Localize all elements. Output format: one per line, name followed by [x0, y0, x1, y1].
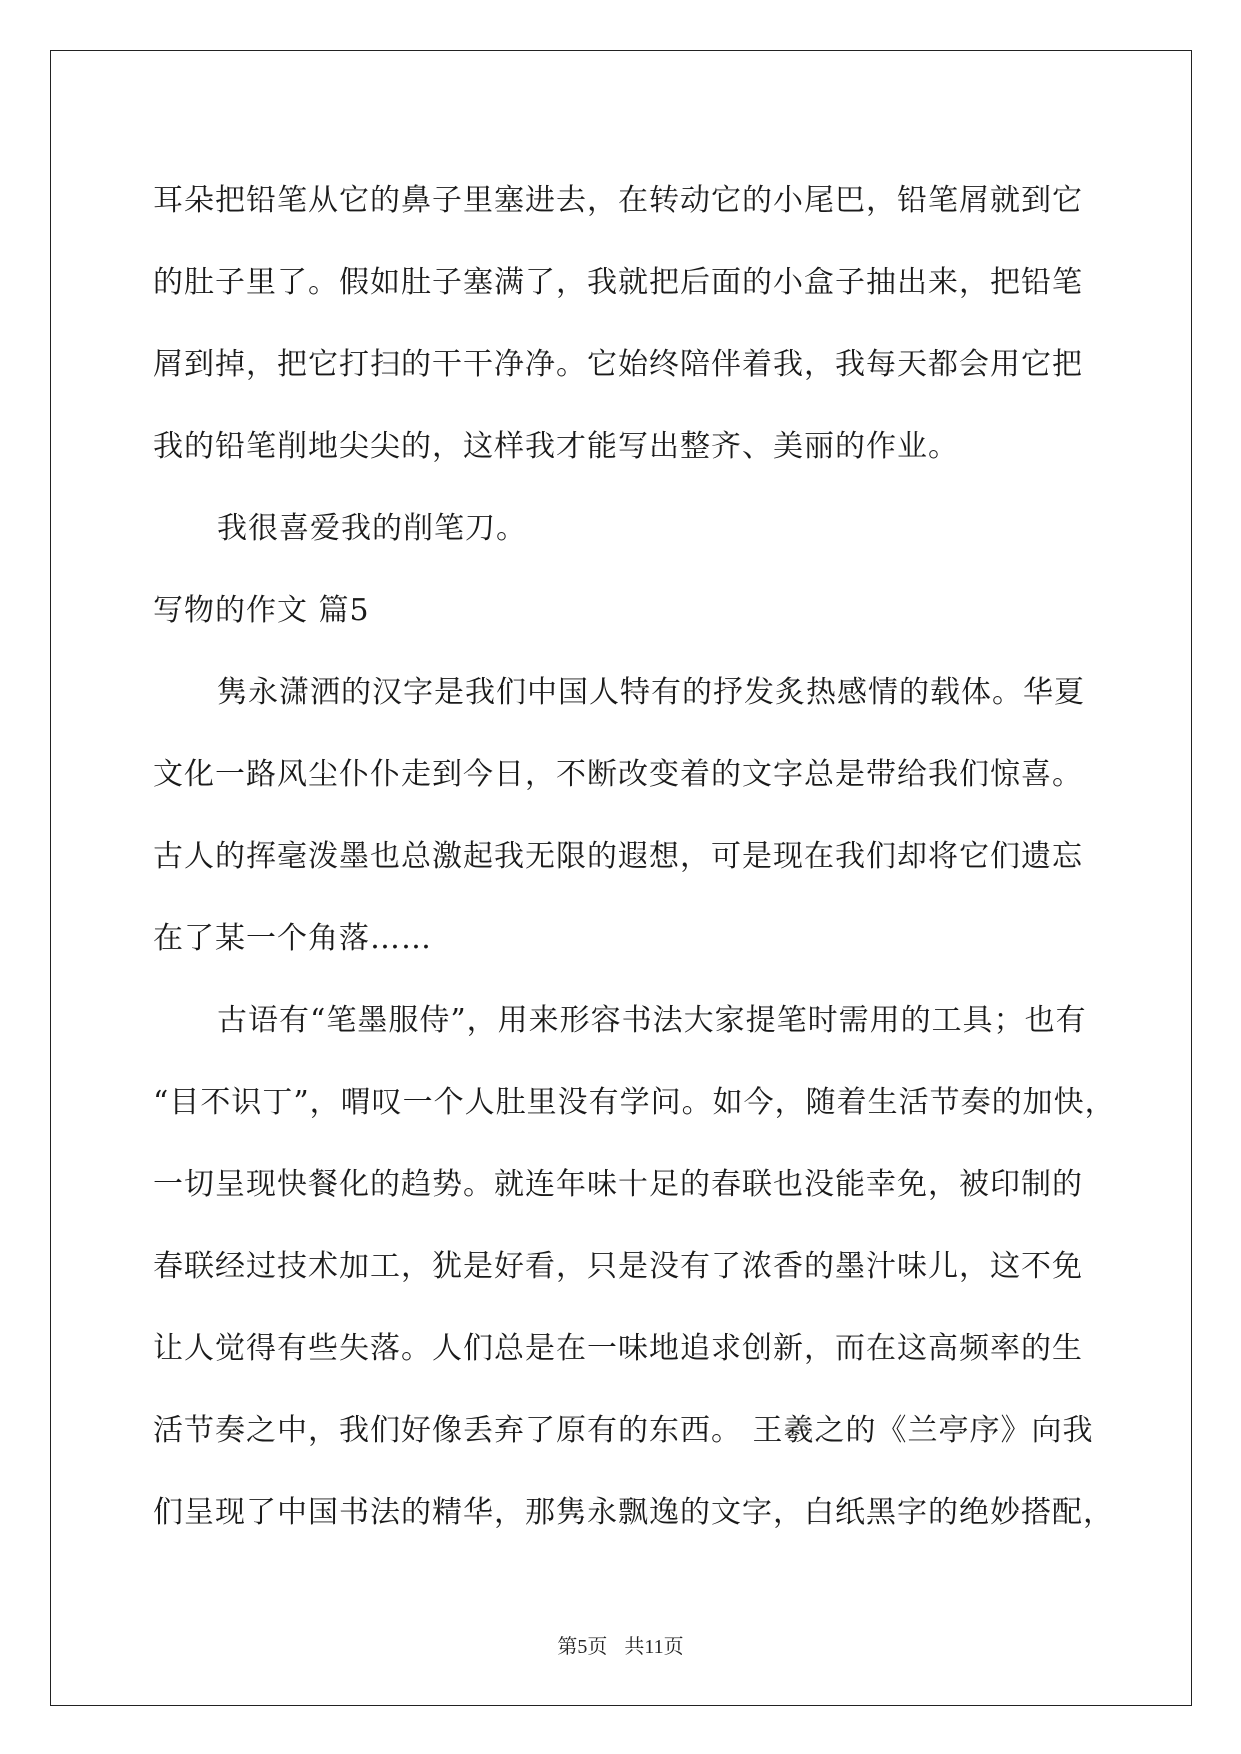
page-total: 共11页 — [624, 1636, 684, 1658]
text-line-1: 耳朵把铅笔从它的鼻子里塞进去，在转动它的小尾巴，铅笔屑就到它 — [153, 183, 1083, 218]
text-line-17: 们呈现了中国书法的精华，那隽永飘逸的文字，白纸黑字的绝妙搭配， — [153, 1495, 1114, 1530]
page-footer — [0, 1630, 1241, 1659]
page-number: 第5页 — [557, 1636, 608, 1658]
text-line-14: 春联经过技术加工，犹是好看，只是没有了浓香的墨汁味儿，这不免 — [153, 1249, 1083, 1284]
text-line-12: “目不识丁”，喟叹一个人肚里没有学问。如今，随着生活节奏的加快， — [153, 1085, 1116, 1120]
text-line-13: 一切呈现快餐化的趋势。就连年味十足的春联也没能幸免，被印制的 — [153, 1167, 1083, 1202]
text-line-5: 我很喜爱我的削笔刀。 — [217, 511, 527, 546]
text-line-11: 古语有“笔墨服侍”，用来形容书法大家提笔时需用的工具；也有 — [217, 1003, 1087, 1038]
text-line-16: 活节奏之中，我们好像丢弃了原有的东西。 王羲之的《兰亭序》向我 — [153, 1413, 1094, 1448]
document-body — [153, 160, 1116, 1554]
section-heading: 写物的作文 篇5 — [153, 593, 370, 628]
text-line-2: 的肚子里了。假如肚子塞满了，我就把后面的小盒子抽出来，把铅笔 — [153, 265, 1083, 300]
text-line-7: 隽永潇洒的汉字是我们中国人特有的抒发炙热感情的载体。华夏 — [217, 675, 1085, 710]
text-line-4: 我的铅笔削地尖尖的，这样我才能写出整齐、美丽的作业。 — [153, 429, 959, 464]
text-line-10: 在了某一个角落…… — [153, 921, 432, 956]
text-line-15: 让人觉得有些失落。人们总是在一味地追求创新，而在这高频率的生 — [153, 1331, 1083, 1366]
text-line-8: 文化一路风尘仆仆走到今日，不断改变着的文字总是带给我们惊喜。 — [153, 757, 1083, 792]
text-line-3: 屑到掉，把它打扫的干干净净。它始终陪伴着我，我每天都会用它把 — [153, 347, 1083, 382]
text-line-9: 古人的挥毫泼墨也总激起我无限的遐想，可是现在我们却将它们遗忘 — [153, 839, 1083, 874]
